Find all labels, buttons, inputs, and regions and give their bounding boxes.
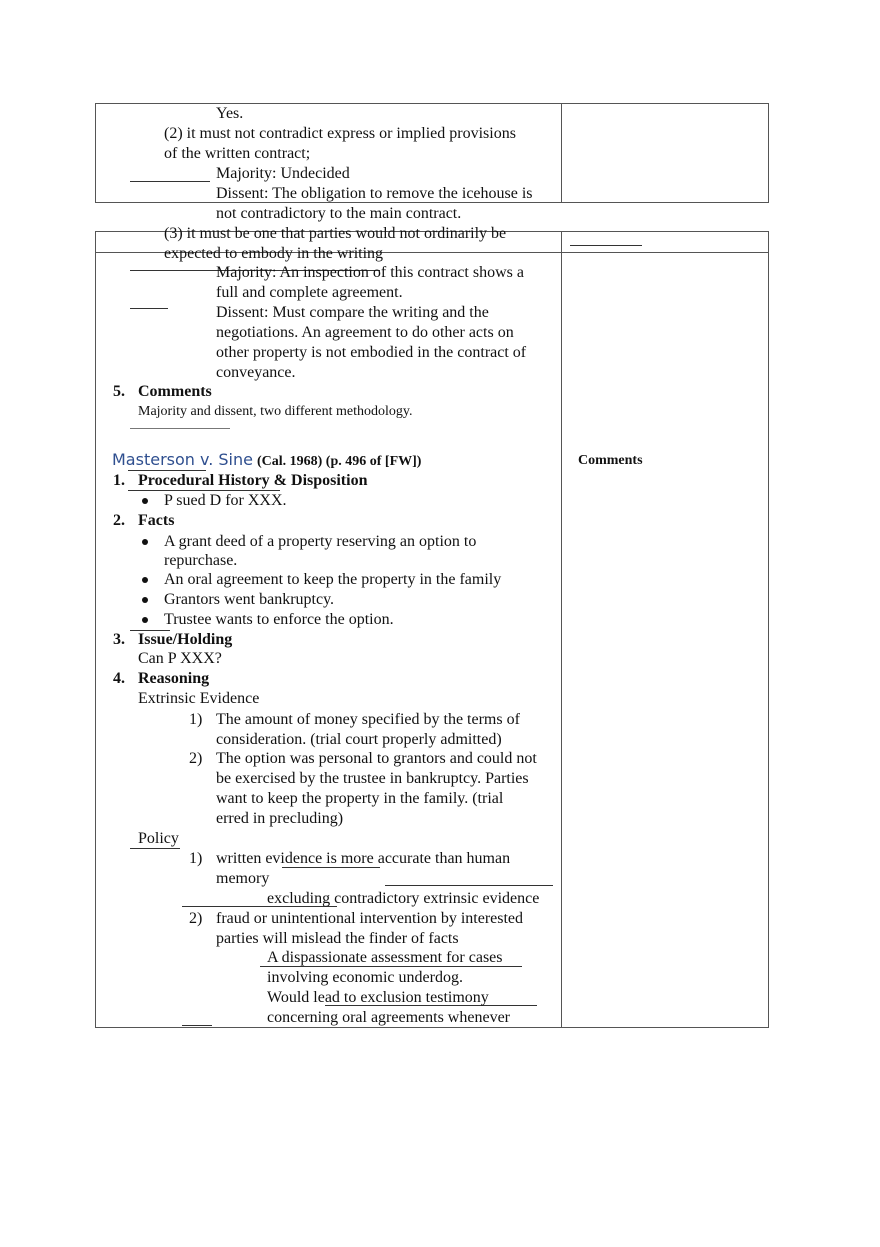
policy-line: written evidence is more accurate than human xyxy=(216,850,511,867)
list-item: Trustee wants to enforce the option. xyxy=(164,611,394,628)
lower-table-divider xyxy=(561,231,562,1028)
bullet-icon xyxy=(142,498,148,504)
policy-line: involving economic underdog. xyxy=(267,969,463,986)
list-number: 1) xyxy=(189,711,203,728)
section-number: 3. xyxy=(113,631,125,648)
list-item: repurchase. xyxy=(164,552,238,569)
revision-line xyxy=(570,245,642,246)
section-title-reasoning: Reasoning xyxy=(138,670,210,687)
section-number: 1. xyxy=(113,472,125,489)
dissent-line: conveyance. xyxy=(216,364,296,381)
rule-3-line: (3) it must be one that parties would not ordinarily be xyxy=(164,225,507,242)
rule-3-line: expected to embody in the writing xyxy=(164,245,384,262)
policy-line: memory xyxy=(216,870,270,887)
side-comments-label: Comments xyxy=(578,453,643,468)
section-title-issue: Issue/Holding xyxy=(138,631,233,648)
case-citation: (Cal. 1968) (p. 496 of [FW]) xyxy=(256,454,422,469)
bullet-icon xyxy=(142,539,148,545)
majority-undecided: Majority: Undecided xyxy=(216,165,350,182)
case-name: Masterson v. Sine xyxy=(112,450,253,469)
policy-line: Would lead to exclusion testimony xyxy=(267,989,489,1006)
section-number: 5. xyxy=(113,383,125,400)
bullet-icon xyxy=(142,577,148,583)
policy-line: concerning oral agreements whenever xyxy=(267,1009,510,1026)
revision-line xyxy=(182,1025,212,1026)
list-number: 2) xyxy=(189,910,203,927)
policy-line: excluding contradictory extrinsic evidence xyxy=(267,890,540,907)
revision-line xyxy=(385,885,553,886)
text-yes: Yes. xyxy=(216,105,244,122)
bullet-icon xyxy=(142,617,148,623)
revision-line xyxy=(130,308,168,309)
reasoning-line: be exercised by the trustee in bankruptcy. Parties xyxy=(216,770,529,787)
list-item: An oral agreement to keep the property in the family xyxy=(164,571,502,588)
list-item: P sued D for XXX. xyxy=(164,492,287,509)
section-number: 2. xyxy=(113,512,125,529)
bullet-icon xyxy=(142,597,148,603)
reasoning-line: erred in precluding) xyxy=(216,810,344,827)
comments-heading: Comments xyxy=(138,383,212,400)
subheading-policy: Policy xyxy=(138,830,179,847)
list-item: A grant deed of a property reserving an option to xyxy=(164,533,477,550)
subheading-extrinsic: Extrinsic Evidence xyxy=(138,690,260,707)
dissent-line: other property is not embodied in the contract of xyxy=(216,344,527,361)
reasoning-line: want to keep the property in the family. (trial xyxy=(216,790,504,807)
dissent-line: not contradictory to the main contract. xyxy=(216,205,462,222)
policy-line: fraud or unintentional intervention by interested xyxy=(216,910,524,927)
reasoning-line: consideration. (trial court properly admitted) xyxy=(216,731,502,748)
majority-line: full and complete agreement. xyxy=(216,284,403,301)
revision-line xyxy=(130,428,230,429)
upper-table-divider xyxy=(561,103,562,203)
rule-2-line: of the written contract; xyxy=(164,145,311,162)
dissent-line: Dissent: The obligation to remove the icehouse is xyxy=(216,185,533,202)
dissent-line: negotiations. An agreement to do other acts on xyxy=(216,324,514,341)
section-title-facts: Facts xyxy=(138,512,175,529)
comments-text: Majority and dissent, two different methodology. xyxy=(138,404,413,419)
revision-line xyxy=(130,181,210,182)
rule-2-line: (2) it must not contradict express or implied provisions xyxy=(164,125,516,142)
reasoning-line: The option was personal to grantors and could not xyxy=(216,750,537,767)
case-heading xyxy=(112,450,421,472)
section-title-procedural: Procedural History & Disposition xyxy=(138,472,368,489)
policy-line: A dispassionate assessment for cases xyxy=(267,949,503,966)
list-item: Grantors went bankruptcy. xyxy=(164,591,335,608)
list-number: 2) xyxy=(189,750,203,767)
policy-line: parties will mislead the finder of facts xyxy=(216,930,459,947)
dissent-line: Dissent: Must compare the writing and the xyxy=(216,304,489,321)
issue-text: Can P XXX? xyxy=(138,650,222,667)
list-number: 1) xyxy=(189,850,203,867)
majority-line: Majority: An inspection of this contract shows a xyxy=(216,264,524,281)
reasoning-line: The amount of money specified by the terms of xyxy=(216,711,520,728)
section-number: 4. xyxy=(113,670,125,687)
